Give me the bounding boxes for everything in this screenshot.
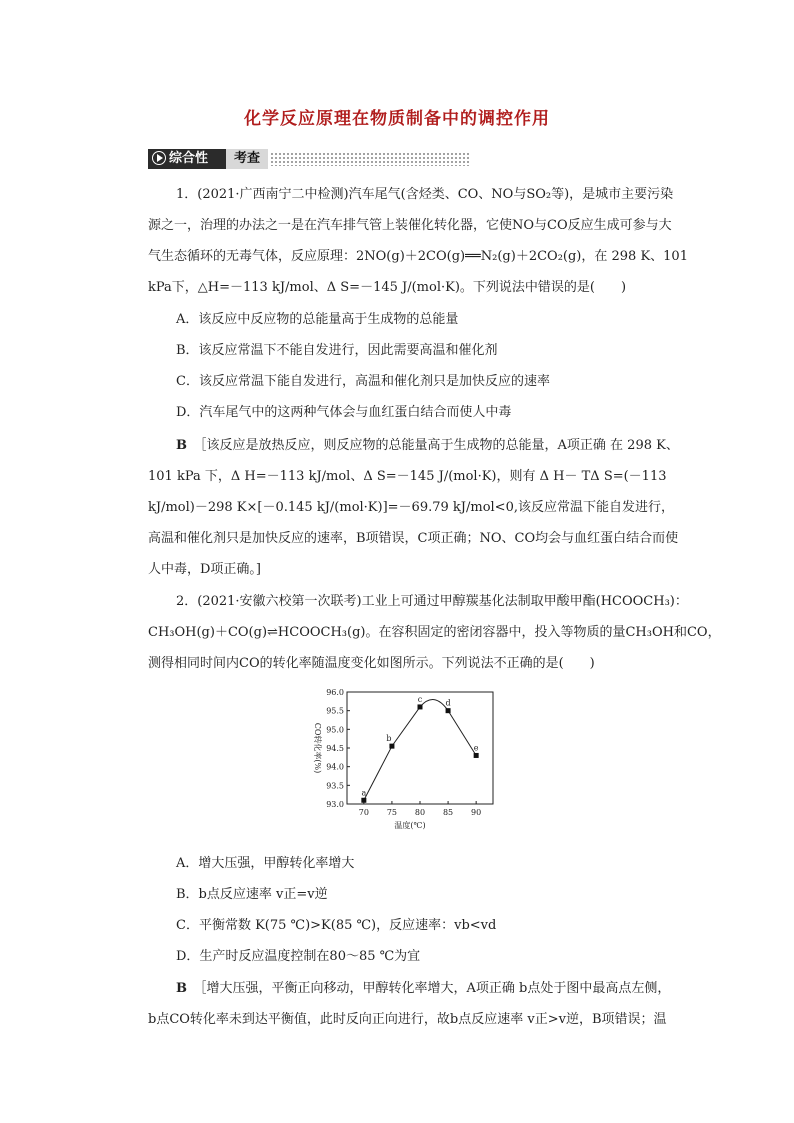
q2-option-b: B．b点反应速率 v正=v逆 (176, 887, 328, 902)
point-label: a (361, 788, 367, 798)
q1-line: 1．(2021·广西南宁二中检测)汽车尾气(含烃类、CO、NO与SO₂等)，是城市主要污染 (176, 187, 674, 202)
q2-explanation-line: b点CO转化率未到达平衡值，此时反向正向进行，故b点反应速率 v正>v逆，B项错误；温 (148, 1012, 667, 1027)
data-point (446, 708, 451, 713)
x-tick-label: 90 (471, 808, 482, 817)
point-label: e (473, 743, 479, 753)
q2-answer: B (176, 981, 187, 996)
x-tick-label: 85 (442, 808, 454, 817)
q2-explanation-line (176, 980, 670, 998)
q2-line: 2．(2021·安徽六校第一次联考)工业上可通过甲醇羰基化法制取甲酸甲酯(HCOOCH₃)： (176, 594, 688, 609)
q2-option-c: C．平衡常数 K(75 ℃)>K(85 ℃)，反应速率：vb<vd (176, 918, 497, 933)
q2-line: CH₃OH(g)＋CO(g)⇌HCOOCH₃(g)。在容积固定的密闭容器中，投入等物质的量CH₃OH和CO， (148, 625, 721, 640)
y-tick-label: 93.0 (326, 800, 344, 809)
q2-explanation-text: ［增大压强，平衡正向移动，甲醇转化率增大，A项正确 b点处于图中最高点左侧， (200, 981, 671, 996)
data-point (361, 798, 366, 803)
data-point (474, 753, 479, 758)
point-label: d (445, 698, 451, 708)
co-conversion-chart (303, 684, 503, 844)
q1-line: 源之一，治理的办法之一是在汽车排气管上装催化转化器，它使NO与CO反应生成可参与大 (148, 218, 672, 233)
series-line (364, 700, 476, 801)
q1-explanation-line (176, 437, 679, 455)
q2-option-d: D．生产时反应温度控制在80～85 ℃为宜 (176, 949, 421, 964)
q1-answer: B (176, 438, 187, 453)
q1-line: 气生态循环的无毒气体，反应原理：2NO(g)＋2CO(g)══N₂(g)＋2CO₂(g)，在 298 K、101 (148, 249, 688, 264)
q1-line: kPa下，△H=－113 kJ/mol、Δ S=－145 J/(mol·K)。下列说法中错误的是( ) (148, 280, 627, 295)
x-tick-label: 70 (358, 808, 369, 817)
play-icon (152, 151, 166, 165)
point-label: c (417, 694, 423, 704)
y-tick-label: 96.0 (326, 688, 344, 697)
q2-line: 测得相同时间内CO的转化率随温度变化如图所示。下列说法不正确的是( ) (148, 656, 595, 671)
q1-explanation-line: 101 kPa 下，Δ H=－113 kJ/mol、Δ S=－145 J/(mol·K)，则有 Δ H－ TΔ S=(－113 (148, 469, 667, 484)
page-title: 化学反应原理在物质制备中的调控作用 (244, 109, 550, 129)
q1-option-d: D．汽车尾气中的这两种气体会与血红蛋白结合而使人中毒 (176, 405, 512, 420)
q1-option-c: C．该反应常温下能自发进行，高温和催化剂只是加快反应的速率 (176, 374, 550, 389)
q1-option-b: B．该反应常温下不能自发进行，因此需要高温和催化剂 (176, 343, 498, 358)
x-axis-label: 温度(℃) (394, 821, 426, 830)
y-axis-label: CO转化率(%) (313, 722, 322, 774)
x-tick-label: 75 (386, 808, 398, 817)
banner-label-comprehensive (148, 149, 226, 169)
banner-label-text: 综合性 (169, 151, 209, 166)
point-label: b (386, 734, 392, 744)
q2-option-a: A．增大压强，甲醇转化率增大 (176, 856, 355, 871)
data-point (389, 744, 394, 749)
y-tick-label: 95.0 (326, 725, 344, 735)
q1-option-a: A．该反应中反应物的总能量高于生成物的总能量 (176, 312, 459, 327)
y-tick-label: 94.5 (326, 744, 344, 753)
y-tick-label: 93.5 (326, 781, 344, 791)
y-tick-label: 95.5 (326, 706, 344, 716)
banner-label-exam: 考查 (226, 149, 268, 169)
data-point (418, 704, 423, 709)
section-banner (148, 149, 468, 169)
q1-explanation-text: ［该反应是放热反应，则反应物的总能量高于生成物的总能量，A项正确 在 298 K、 (200, 438, 679, 453)
q1-explanation-line: 人中毒，D项正确。] (148, 562, 261, 577)
q1-explanation-line: kJ/mol)－298 K×[－0.145 kJ/(mol·K)]=－69.79 kJ/mol<0,该反应常温下能自发进行， (148, 500, 674, 515)
banner-dots (270, 152, 470, 166)
y-tick-label: 94.0 (326, 762, 344, 772)
q1-explanation-line: 高温和催化剂只是加快反应的速率，B项错误，C项正确；NO、CO均会与血红蛋白结合而使 (148, 531, 679, 546)
x-tick-label: 80 (414, 808, 426, 817)
